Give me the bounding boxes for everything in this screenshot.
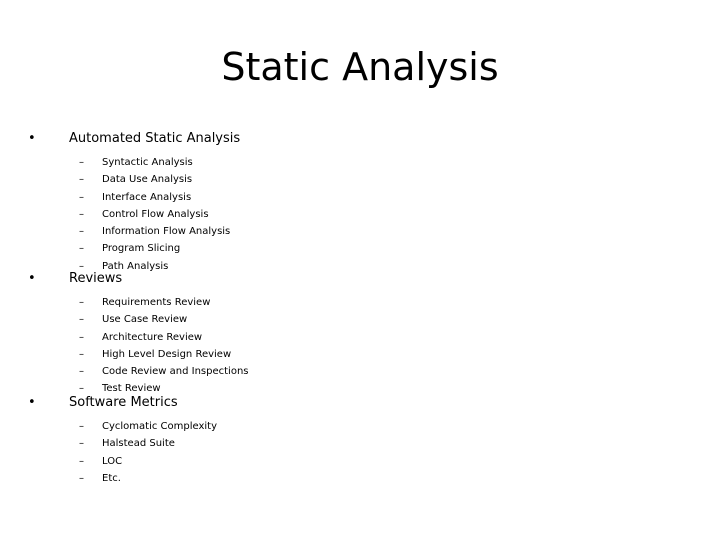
bullet-marker: • [28,271,36,286]
dash-marker: – [79,348,84,360]
sub-item-label: Halstead Suite [102,438,175,450]
sub-item [0,311,720,328]
dash-marker: – [79,455,84,467]
sub-item-label: Etc. [102,472,121,484]
sub-item [0,240,720,257]
sub-item-label: Syntactic Analysis [102,157,193,168]
bullet-item [0,128,720,150]
sub-item-label: Architecture Review [102,331,203,343]
dash-marker: – [79,297,84,308]
dash-marker: – [79,438,84,450]
dash-marker: – [79,331,84,343]
sub-item [0,346,720,363]
sub-item-label: Code Review and Inspections [102,366,249,378]
dash-marker: – [79,366,84,378]
bullet-label: Automated Static Analysis [69,131,241,146]
sub-list [0,294,720,398]
dash-marker: – [79,421,84,432]
bullet-item [0,268,720,290]
sub-item-label: Test Review [102,383,161,395]
bullet-marker: • [28,395,36,410]
sub-item [0,223,720,240]
dash-marker: – [79,243,84,255]
sub-item-label: Requirements Review [102,297,211,308]
dash-marker: – [79,174,84,186]
sub-item-label: Use Case Review [102,314,188,326]
dash-marker: – [79,157,84,168]
sub-item-label: Cyclomatic Complexity [102,421,218,432]
sub-item [0,294,720,311]
dash-marker: – [79,226,84,238]
sub-item [0,435,720,452]
dash-marker: – [79,314,84,326]
bullet-section [0,128,720,275]
sub-item [0,418,720,435]
bullet-section [0,268,720,398]
bullet-marker: • [28,131,36,146]
dash-marker: – [79,191,84,203]
bullet-item [0,392,720,414]
sub-item [0,189,720,206]
sub-list [0,418,720,487]
slide-title: Static Analysis [221,45,499,89]
sub-item [0,206,720,223]
dash-marker: – [79,472,84,484]
sub-item [0,453,720,470]
bullet-label: Software Metrics [69,395,178,410]
sub-item-label: Interface Analysis [102,191,192,203]
sub-item-label: Path Analysis [102,260,169,272]
dash-marker: – [79,383,84,395]
sub-item [0,329,720,346]
dash-marker: – [79,208,84,220]
sub-item-label: Control Flow Analysis [102,208,209,220]
dash-marker: – [79,260,84,272]
sub-item [0,470,720,487]
bullet-section [0,392,720,487]
sub-item [0,363,720,380]
sub-item-label: LOC [102,455,123,467]
bullet-label: Reviews [69,271,123,286]
sub-item-label: Information Flow Analysis [102,226,231,238]
sub-list [0,154,720,275]
sub-item [0,154,720,171]
sub-item-label: Program Slicing [102,243,181,255]
sub-item-label: Data Use Analysis [102,174,193,186]
sub-item [0,171,720,188]
sub-item-label: High Level Design Review [102,348,232,360]
